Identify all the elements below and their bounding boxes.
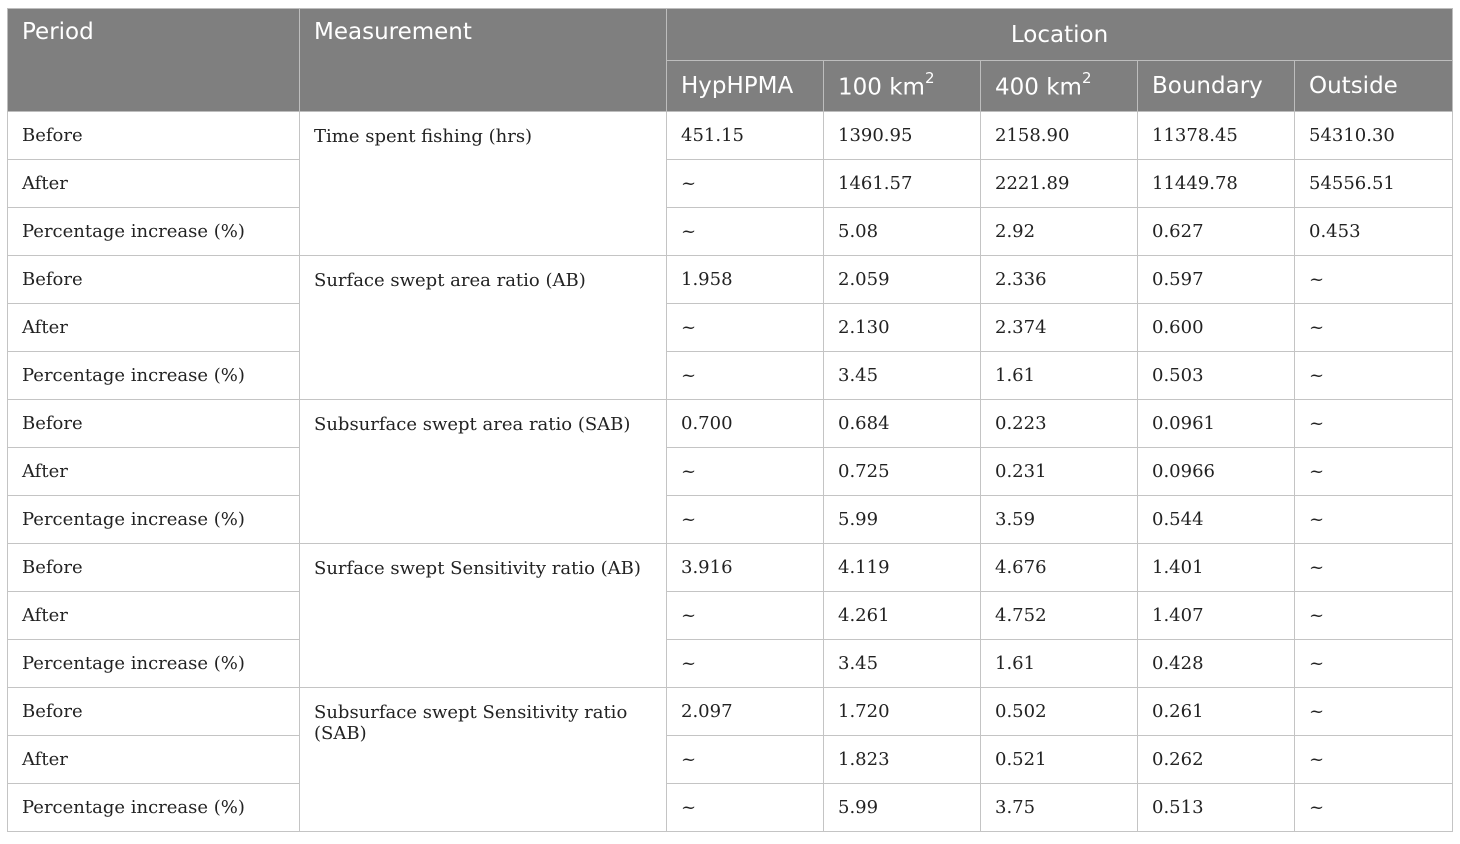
cell-value: 1.958 bbox=[667, 256, 824, 304]
cell-value: 0.700 bbox=[667, 400, 824, 448]
cell-value: ~ bbox=[667, 496, 824, 544]
table-row bbox=[8, 112, 1453, 160]
cell-period: After bbox=[8, 304, 300, 352]
cell-value: 0.521 bbox=[981, 736, 1138, 784]
cell-measurement: Subsurface swept area ratio (SAB) bbox=[300, 400, 667, 544]
cell-value: 0.0961 bbox=[1138, 400, 1295, 448]
superscript-2: 2 bbox=[924, 68, 935, 87]
cell-value: 2.097 bbox=[667, 688, 824, 736]
cell-period: Before bbox=[8, 688, 300, 736]
cell-value: 0.544 bbox=[1138, 496, 1295, 544]
cell-period: Percentage increase (%) bbox=[8, 352, 300, 400]
cell-measurement: Subsurface swept Sensitivity ratio (SAB) bbox=[300, 688, 667, 832]
cell-value: ~ bbox=[1295, 544, 1453, 592]
table-row bbox=[8, 448, 1453, 496]
cell-value: 0.453 bbox=[1295, 208, 1453, 256]
cell-value: ~ bbox=[1295, 640, 1453, 688]
cell-value: ~ bbox=[1295, 400, 1453, 448]
cell-value: 0.600 bbox=[1138, 304, 1295, 352]
cell-period: Percentage increase (%) bbox=[8, 784, 300, 832]
cell-value: ~ bbox=[1295, 352, 1453, 400]
cell-value: 2.336 bbox=[981, 256, 1138, 304]
header-measurement: Measurement bbox=[300, 9, 667, 112]
cell-value: 4.261 bbox=[824, 592, 981, 640]
cell-value: 451.15 bbox=[667, 112, 824, 160]
cell-value: ~ bbox=[667, 784, 824, 832]
cell-measurement: Surface swept Sensitivity ratio (AB) bbox=[300, 544, 667, 688]
cell-period: Before bbox=[8, 256, 300, 304]
cell-value: 1.401 bbox=[1138, 544, 1295, 592]
cell-value: 11378.45 bbox=[1138, 112, 1295, 160]
cell-value: 4.752 bbox=[981, 592, 1138, 640]
cell-period: Percentage increase (%) bbox=[8, 496, 300, 544]
cell-value: 0.261 bbox=[1138, 688, 1295, 736]
table-row bbox=[8, 160, 1453, 208]
cell-period: Before bbox=[8, 400, 300, 448]
cell-value: 5.99 bbox=[824, 784, 981, 832]
cell-value: 5.08 bbox=[824, 208, 981, 256]
cell-period: Percentage increase (%) bbox=[8, 208, 300, 256]
cell-value: ~ bbox=[1295, 592, 1453, 640]
header-location-outside: Outside bbox=[1295, 61, 1453, 112]
cell-value: ~ bbox=[667, 736, 824, 784]
cell-value: 1.407 bbox=[1138, 592, 1295, 640]
table-row bbox=[8, 736, 1453, 784]
cell-value: 3.916 bbox=[667, 544, 824, 592]
header-location-100km: 100 $km^2$ bbox=[824, 61, 981, 112]
header-location-hyphpma: HypHPMA bbox=[667, 61, 824, 112]
cell-value: ~ bbox=[667, 160, 824, 208]
cell-value: ~ bbox=[1295, 688, 1453, 736]
cell-value: ~ bbox=[667, 592, 824, 640]
cell-value: 0.0966 bbox=[1138, 448, 1295, 496]
table-row bbox=[8, 544, 1453, 592]
cell-value: 1.61 bbox=[981, 352, 1138, 400]
cell-value: 2221.89 bbox=[981, 160, 1138, 208]
cell-value: 4.676 bbox=[981, 544, 1138, 592]
cell-value: ~ bbox=[667, 640, 824, 688]
header-period: Period bbox=[8, 9, 300, 112]
cell-value: ~ bbox=[667, 208, 824, 256]
cell-value: 3.45 bbox=[824, 352, 981, 400]
cell-value: 54556.51 bbox=[1295, 160, 1453, 208]
cell-value: ~ bbox=[1295, 304, 1453, 352]
cell-value: 54310.30 bbox=[1295, 112, 1453, 160]
cell-value: ~ bbox=[1295, 448, 1453, 496]
cell-value: 1.720 bbox=[824, 688, 981, 736]
header-location: Location bbox=[667, 9, 1453, 61]
cell-value: 0.725 bbox=[824, 448, 981, 496]
table-row bbox=[8, 784, 1453, 832]
cell-period: Percentage increase (%) bbox=[8, 640, 300, 688]
cell-period: Before bbox=[8, 544, 300, 592]
cell-value: 2.059 bbox=[824, 256, 981, 304]
table-row bbox=[8, 400, 1453, 448]
cell-value: 1461.57 bbox=[824, 160, 981, 208]
cell-value: 0.231 bbox=[981, 448, 1138, 496]
table-row bbox=[8, 496, 1453, 544]
cell-value: 0.503 bbox=[1138, 352, 1295, 400]
cell-period: Before bbox=[8, 112, 300, 160]
data-table bbox=[7, 8, 1453, 832]
cell-value: ~ bbox=[667, 352, 824, 400]
cell-value: 0.684 bbox=[824, 400, 981, 448]
header-location-boundary: Boundary bbox=[1138, 61, 1295, 112]
cell-measurement: Time spent fishing (hrs) bbox=[300, 112, 667, 256]
cell-value: 0.223 bbox=[981, 400, 1138, 448]
cell-value: 1390.95 bbox=[824, 112, 981, 160]
cell-value: 11449.78 bbox=[1138, 160, 1295, 208]
table-row bbox=[8, 352, 1453, 400]
cell-value: 1.823 bbox=[824, 736, 981, 784]
cell-value: 0.627 bbox=[1138, 208, 1295, 256]
cell-value: 2.130 bbox=[824, 304, 981, 352]
cell-value: ~ bbox=[667, 304, 824, 352]
cell-measurement: Surface swept area ratio (AB) bbox=[300, 256, 667, 400]
cell-value: 2.374 bbox=[981, 304, 1138, 352]
cell-value: ~ bbox=[1295, 256, 1453, 304]
cell-value: ~ bbox=[1295, 736, 1453, 784]
cell-period: After bbox=[8, 160, 300, 208]
cell-value: 0.502 bbox=[981, 688, 1138, 736]
table-body bbox=[8, 112, 1453, 832]
cell-value: 3.45 bbox=[824, 640, 981, 688]
cell-value: 4.119 bbox=[824, 544, 981, 592]
cell-value: 0.513 bbox=[1138, 784, 1295, 832]
table-row bbox=[8, 640, 1453, 688]
header-location-400km: 400 $km^2$ bbox=[981, 61, 1138, 112]
table-row bbox=[8, 256, 1453, 304]
cell-value: ~ bbox=[1295, 784, 1453, 832]
table-row bbox=[8, 208, 1453, 256]
cell-period: After bbox=[8, 736, 300, 784]
cell-value: 2.92 bbox=[981, 208, 1138, 256]
cell-period: After bbox=[8, 448, 300, 496]
cell-value: ~ bbox=[1295, 496, 1453, 544]
table-row bbox=[8, 592, 1453, 640]
table-row bbox=[8, 688, 1453, 736]
cell-value: 5.99 bbox=[824, 496, 981, 544]
cell-value: ~ bbox=[667, 448, 824, 496]
cell-value: 1.61 bbox=[981, 640, 1138, 688]
cell-value: 0.428 bbox=[1138, 640, 1295, 688]
table-row bbox=[8, 304, 1453, 352]
cell-value: 0.262 bbox=[1138, 736, 1295, 784]
cell-value: 2158.90 bbox=[981, 112, 1138, 160]
cell-period: After bbox=[8, 592, 300, 640]
superscript-2: 2 bbox=[1081, 68, 1092, 87]
cell-value: 3.75 bbox=[981, 784, 1138, 832]
cell-value: 3.59 bbox=[981, 496, 1138, 544]
cell-value: 0.597 bbox=[1138, 256, 1295, 304]
